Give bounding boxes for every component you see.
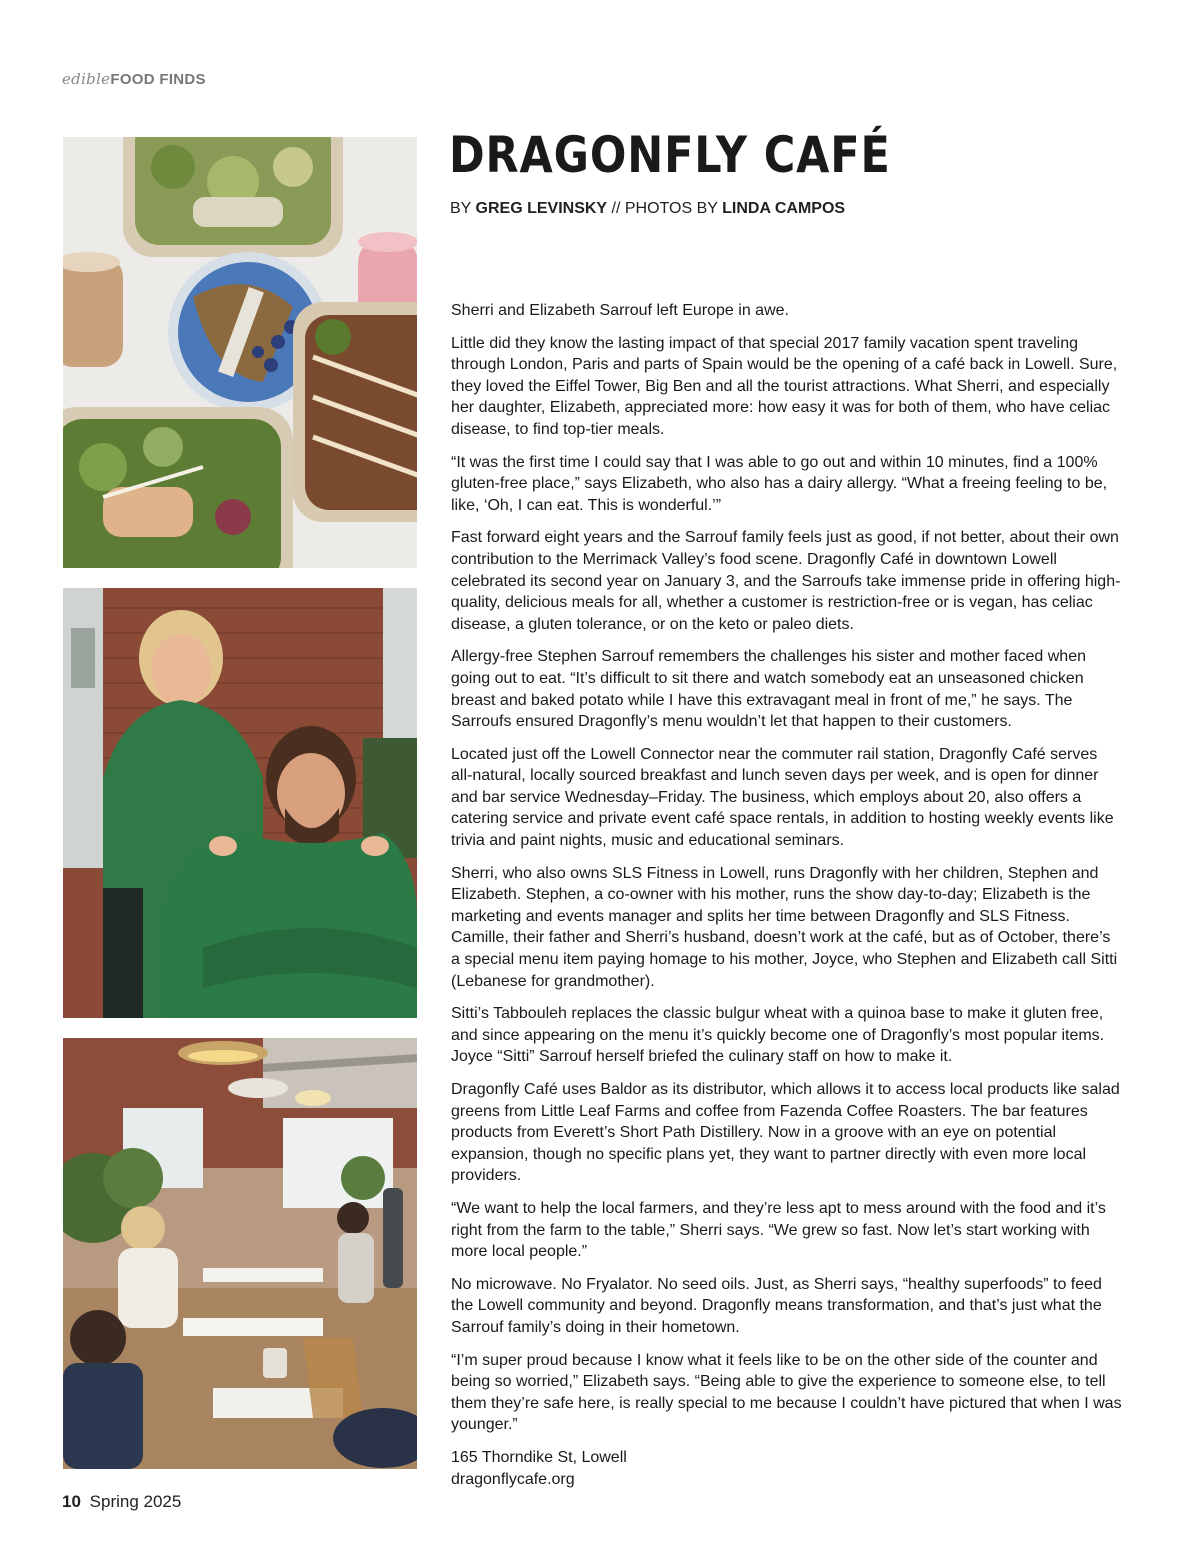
cafe-website-link[interactable]: dragonflycafe.org: [451, 1470, 575, 1488]
byline-separator: // PHOTOS BY: [611, 200, 718, 217]
article-body: [451, 300, 1123, 1490]
byline-author: GREG LEVINSKY: [475, 200, 608, 217]
article-paragraph: “It was the first time I could say that I was able to go out and within 10 minutes, find a 100% gluten-free place,” says Elizabeth, who also has a dairy allergy. “What a freeing feeling to be, like, ‘Oh, I can eat. This is wonderful.’”: [451, 453, 1108, 514]
article-paragraph: Fast forward eight years and the Sarrouf family feels just as good, if not better, about their own contribution to the Merrimack Valley’s food scene. Dragonfly Café in downtown Lowell celebrated its second year on January 3, and the Sarroufs take immense pride in offering high-quality, delicious meals for all, whether a customer is restriction-free or is vegan, has celiac disease, a gluten tolerance, or on the keto or paleo diets.: [451, 529, 1121, 633]
owners-portrait-photo: [63, 588, 417, 1018]
section-prefix: edible: [62, 70, 111, 88]
article-title: DRAGONFLY CAFÉ: [449, 126, 891, 184]
page-number: 10: [62, 1492, 81, 1511]
article-paragraph: Dragonfly Café uses Baldor as its distributor, which allows it to access local products like salad greens from Little Leaf Farms and coffee from Fazenda Coffee Roasters. The bar features products from Everett’s Short Path Distillery. Now in a groove with an eye on potential expansion, though no specific plans yet, they want to partner directly with even more local providers.: [451, 1081, 1120, 1185]
article-paragraph: Little did they know the lasting impact of that special 2017 family vacation spent traveling through London, Paris and parts of Spain would be the opening of a café back in Lowell. Sure, they loved the Eiffel Tower, Big Ben and all the tourist attractions. What Sherri, and especially her daughter, Elizabeth, appreciated more: how easy it was for both of them, who have celiac disease, to find top-tier meals.: [451, 334, 1118, 438]
byline: [450, 200, 845, 218]
article-paragraph: Sherri, who also owns SLS Fitness in Lowell, runs Dragonfly with her children, Stephen and Elizabeth. Stephen, a co-owner with his mother, runs the show day-to-day; Elizabeth is the marketing and events manager and splits her time between Dragonfly and SLS Fitness. Camille, their father and Sherri’s husband, doesn’t work at the café, but as of October, there’s a special menu item paying homage to his mother, Joyce, who Stephen and Elizabeth call Sitti (Lebanese for grandmother).: [451, 864, 1118, 990]
article-paragraph: Located just off the Lowell Connector near the commuter rail station, Dragonfly Café serves all-natural, locally sourced breakfast and lunch seven days per week, and is open for dinner and bar service Wednesday–Friday. The business, which employs about 20, also offers a catering service and private event café space rentals, in addition to hosting weekly events like trivia and paint nights, music and educational seminars.: [451, 745, 1114, 850]
article-paragraph: “I’m super proud because I know what it feels like to be on the other side of the counter and being so worried,” Elizabeth says. “Being able to give the experience to someone else, to tell them they’re safe here, is really special to me because I couldn’t have pictured that when I was younger.”: [451, 1351, 1122, 1434]
byline-photographer: LINDA CAMPOS: [722, 200, 846, 217]
cafe-address: 165 Thorndike St, Lowell: [451, 1448, 627, 1466]
article-paragraph: Allergy-free Stephen Sarrouf remembers the challenges his sister and mother faced when going out to eat. “It’s difficult to sit there and watch somebody eat an unseasoned chicken breast and baked potato while I have this extravagant meal in front of me,” he says. The Sarroufs ensured Dragonfly’s menu wouldn’t let that happen to their customers.: [451, 648, 1086, 731]
article-paragraph: Sherri and Elizabeth Sarrouf left Europe in awe.: [451, 302, 789, 319]
cafe-interior-photo: [63, 1038, 417, 1469]
section-name: FOOD FINDS: [110, 71, 206, 88]
issue-label: Spring 2025: [89, 1492, 182, 1511]
food-bowls-photo: [63, 137, 417, 568]
article-paragraph: “We want to help the local farmers, and they’re less apt to mess around with the food and it’s right from the farm to the table,” Sherri says. “We grew so fast. Now let’s start working with more local people.”: [451, 1199, 1106, 1261]
byline-by-label: BY: [450, 200, 472, 217]
section-header: [62, 70, 206, 89]
page-footer: [62, 1492, 181, 1512]
article-paragraph: Sitti’s Tabbouleh replaces the classic bulgur wheat with a quinoa base to make it gluten free, and since appearing on the menu it’s quickly become one of Dragonfly’s most popular items. Joyce “Sitti” Sarrouf herself briefed the culinary staff on how to make it.: [451, 1005, 1105, 1066]
article-paragraph: No microwave. No Fryalator. No seed oils. Just, as Sherri says, “healthy superfoods” to feed the Lowell community and beyond. Dragonfly means transformation, and that’s just what the Sarrouf family’s doing in their hometown.: [451, 1275, 1102, 1336]
cafe-contact: [451, 1447, 1123, 1490]
